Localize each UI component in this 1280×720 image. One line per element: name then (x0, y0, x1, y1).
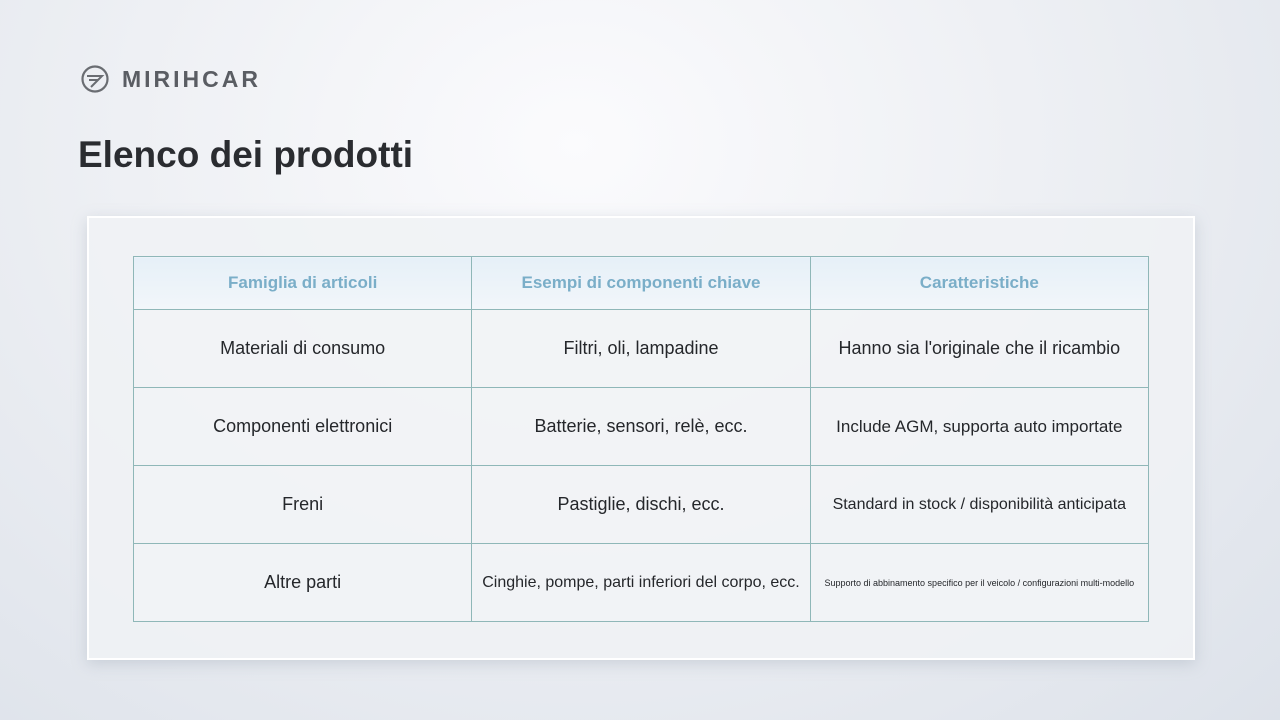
header-family: Famiglia di articoli (134, 257, 472, 310)
cell-features: Supporto di abbinamento specifico per il veicolo / configurazioni multi-modello (810, 544, 1148, 622)
cell-family: Componenti elettronici (134, 388, 472, 466)
header-examples: Esempi di componenti chiave (472, 257, 810, 310)
brand-name: MIRIHCAR (122, 65, 261, 92)
product-table (133, 256, 1149, 622)
cell-family: Materiali di consumo (134, 310, 472, 388)
table-header-row (134, 257, 1149, 310)
cell-examples: Pastiglie, dischi, ecc. (472, 466, 810, 544)
table-row (134, 388, 1149, 466)
cell-features: Include AGM, supporta auto importate (810, 388, 1148, 466)
cell-features: Standard in stock / disponibilità anticipata (810, 466, 1148, 544)
cell-family: Altre parti (134, 544, 472, 622)
cell-examples: Batterie, sensori, relè, ecc. (472, 388, 810, 466)
cell-examples: Cinghie, pompe, parti inferiori del corpo, ecc. (472, 544, 810, 622)
cell-features: Hanno sia l'originale che il ricambio (810, 310, 1148, 388)
cell-examples: Filtri, oli, lampadine (472, 310, 810, 388)
table-row (134, 544, 1149, 622)
table-row (134, 466, 1149, 544)
logo-icon (80, 64, 110, 94)
header-features: Caratteristiche (810, 257, 1148, 310)
cell-family: Freni (134, 466, 472, 544)
page-title: Elenco dei prodotti (78, 134, 414, 175)
table-row (134, 310, 1149, 388)
product-table-card (87, 216, 1195, 660)
brand-logo (80, 64, 261, 94)
